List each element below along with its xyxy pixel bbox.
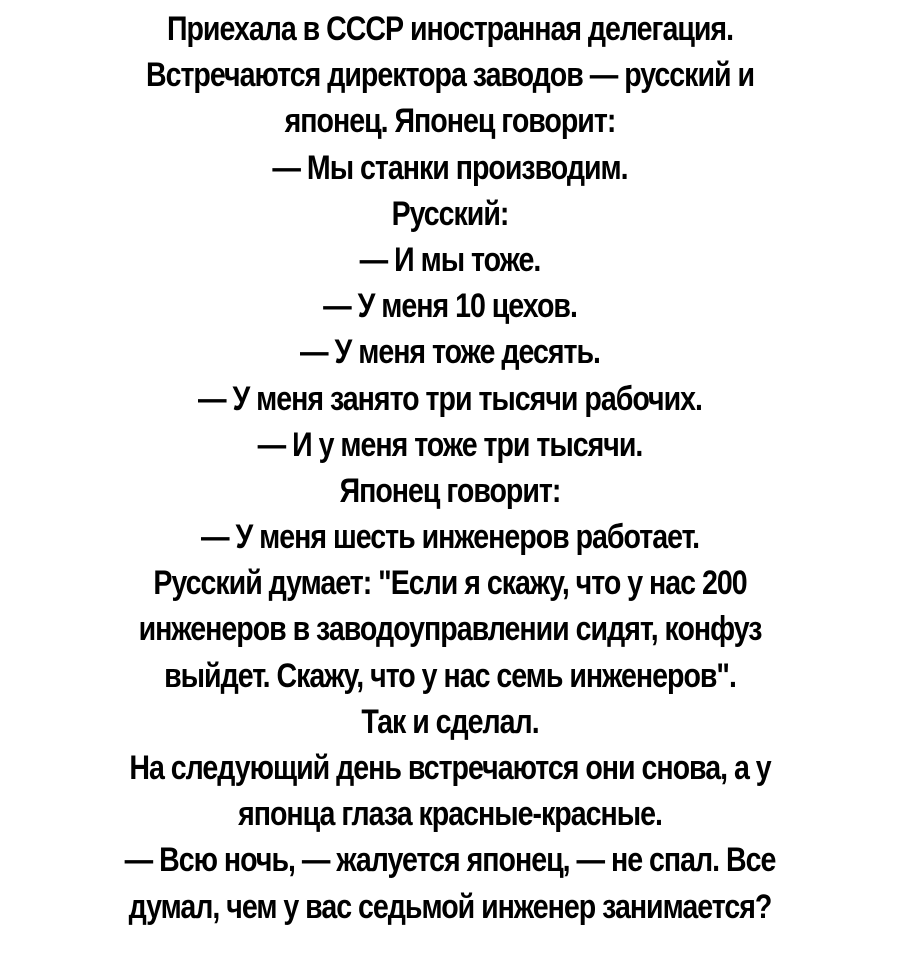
joke-line: — У меня тоже десять. (300, 333, 600, 372)
joke-line: — Всю ночь, — жалуется японец, — не спал. Все (124, 841, 776, 880)
joke-line: Так и сделал. (361, 702, 539, 741)
joke-line: Приехала в СССР иностранная делегация. (166, 10, 734, 48)
joke-text (0, 6, 900, 972)
joke-line: — У меня 10 цехов. (323, 287, 577, 326)
joke-line: — И у меня тоже три тысячи. (257, 425, 643, 464)
joke-line: инженеров в заводоуправлении сидят, конфуз (138, 610, 762, 649)
joke-line: Русский: (391, 194, 509, 233)
joke-line: японца глаза красные-красные. (238, 795, 662, 834)
joke-line: — У меня занято три тысячи рабочих. (198, 379, 702, 418)
joke-line: — И мы тоже. (359, 240, 541, 279)
joke-line: На следующий день встречаются они снова, а у (129, 749, 771, 787)
joke-line: думал, чем у вас седьмой инженер занимается? (128, 887, 772, 926)
joke-line: Русский думает: "Если я скажу, что у нас 200 (153, 564, 747, 603)
joke-line: Встречаются директора заводов — русский и (145, 56, 755, 95)
joke-line: — Мы станки производим. (272, 148, 628, 187)
joke-line: выйдет. Скажу, что у нас семь инженеров". (164, 656, 736, 695)
joke-line: Японец говорит: (339, 471, 561, 510)
joke-line: японец. Японец говорит: (284, 102, 616, 141)
joke-line: — У меня шесть инженеров работает. (200, 518, 700, 557)
